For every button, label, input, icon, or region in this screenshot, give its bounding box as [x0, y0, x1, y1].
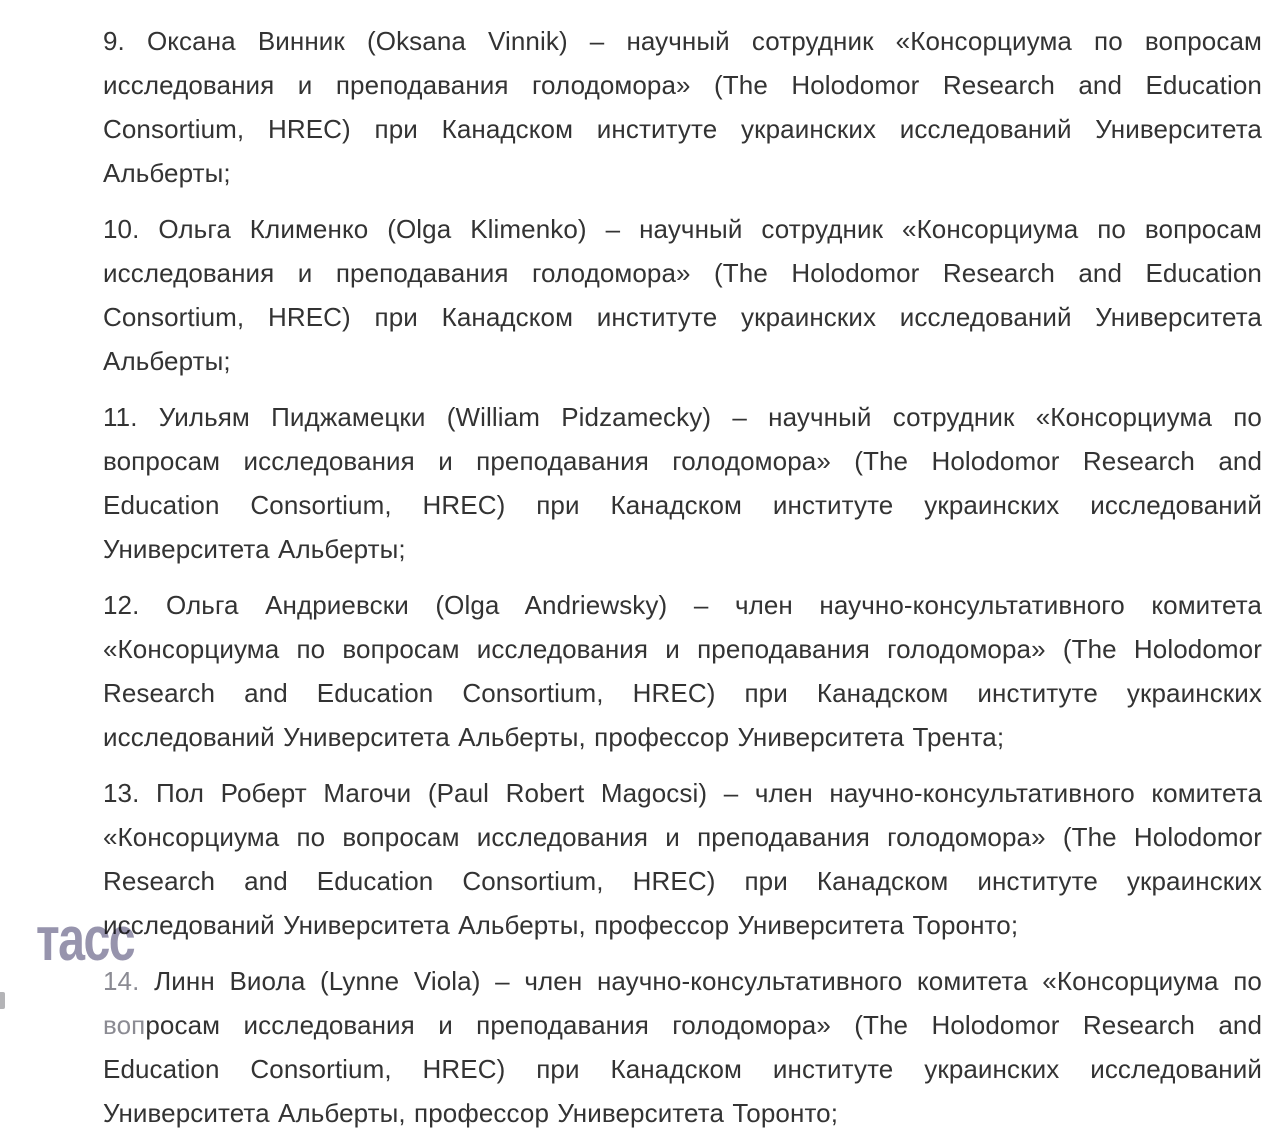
paragraph	[103, 19, 1262, 195]
article-body	[103, 19, 1262, 1147]
text-segment: 12. Ольга Андриевски (Olga Andriewsky) – член научно-консультативного комитета «Консорциума по вопросам исследования и преподавания голодомора» (The Holodomor Research and Education Consortium, HREC) при Канадском институте украинских исследований Университета Альберты, профессор Университета Трента;	[103, 590, 1262, 752]
watermark-fragment	[0, 992, 5, 1009]
text-segment: Линн Виола (Lynne Viola) – член научно-консультативного комитета «Консорциума по	[139, 966, 1262, 996]
paragraph	[103, 771, 1262, 947]
text-segment: 10. Ольга Клименко (Olga Klimenko) – научный сотрудник «Консорциума по вопросам исследования и преподавания голодомора» (The Holodomor Research and Education Consortium, HREC) при Канадском институте украинских исследований Университета Альберты;	[103, 214, 1262, 376]
text-segment: 13. Пол Роберт Магочи (Paul Robert Magocsi) – член научно-консультативного комитета «Консорциума по вопросам исследования и преподавания голодомора» (The Holodomor Research and Education Consortium, HREC) при Канадском институте украинских исследований Университета Альберты, профессор Университета Торонто;	[103, 778, 1262, 940]
tass-watermark: тасс	[36, 905, 135, 974]
text-segment: 9. Оксана Винник (Oksana Vinnik) – научный сотрудник «Консорциума по вопросам исследования и преподавания голодомора» (The Holodomor Research and Education Consortium, HREC) при Канадском институте украинских исследований Университета Альберты;	[103, 26, 1262, 188]
paragraph	[103, 207, 1262, 383]
text-segment: росам исследования и преподавания голодомора» (The Holodomor Research and Education Consortium, HREC) при Канадском институте украинских исследований Университета Альберты, профессор Университета Торонто;	[103, 1010, 1262, 1128]
text-segment: воп	[103, 1010, 146, 1040]
paragraph	[103, 583, 1262, 759]
paragraph	[103, 959, 1262, 1135]
text-segment: 11. Уильям Пиджамецки (William Pidzamecky) – научный сотрудник «Консорциума по вопросам исследования и преподавания голодомора» (The Holodomor Research and Education Consortium, HREC) при Канадском институте украинских исследований Университета Альберты;	[103, 402, 1262, 564]
paragraph	[103, 395, 1262, 571]
text-segment: 14.	[103, 966, 140, 996]
